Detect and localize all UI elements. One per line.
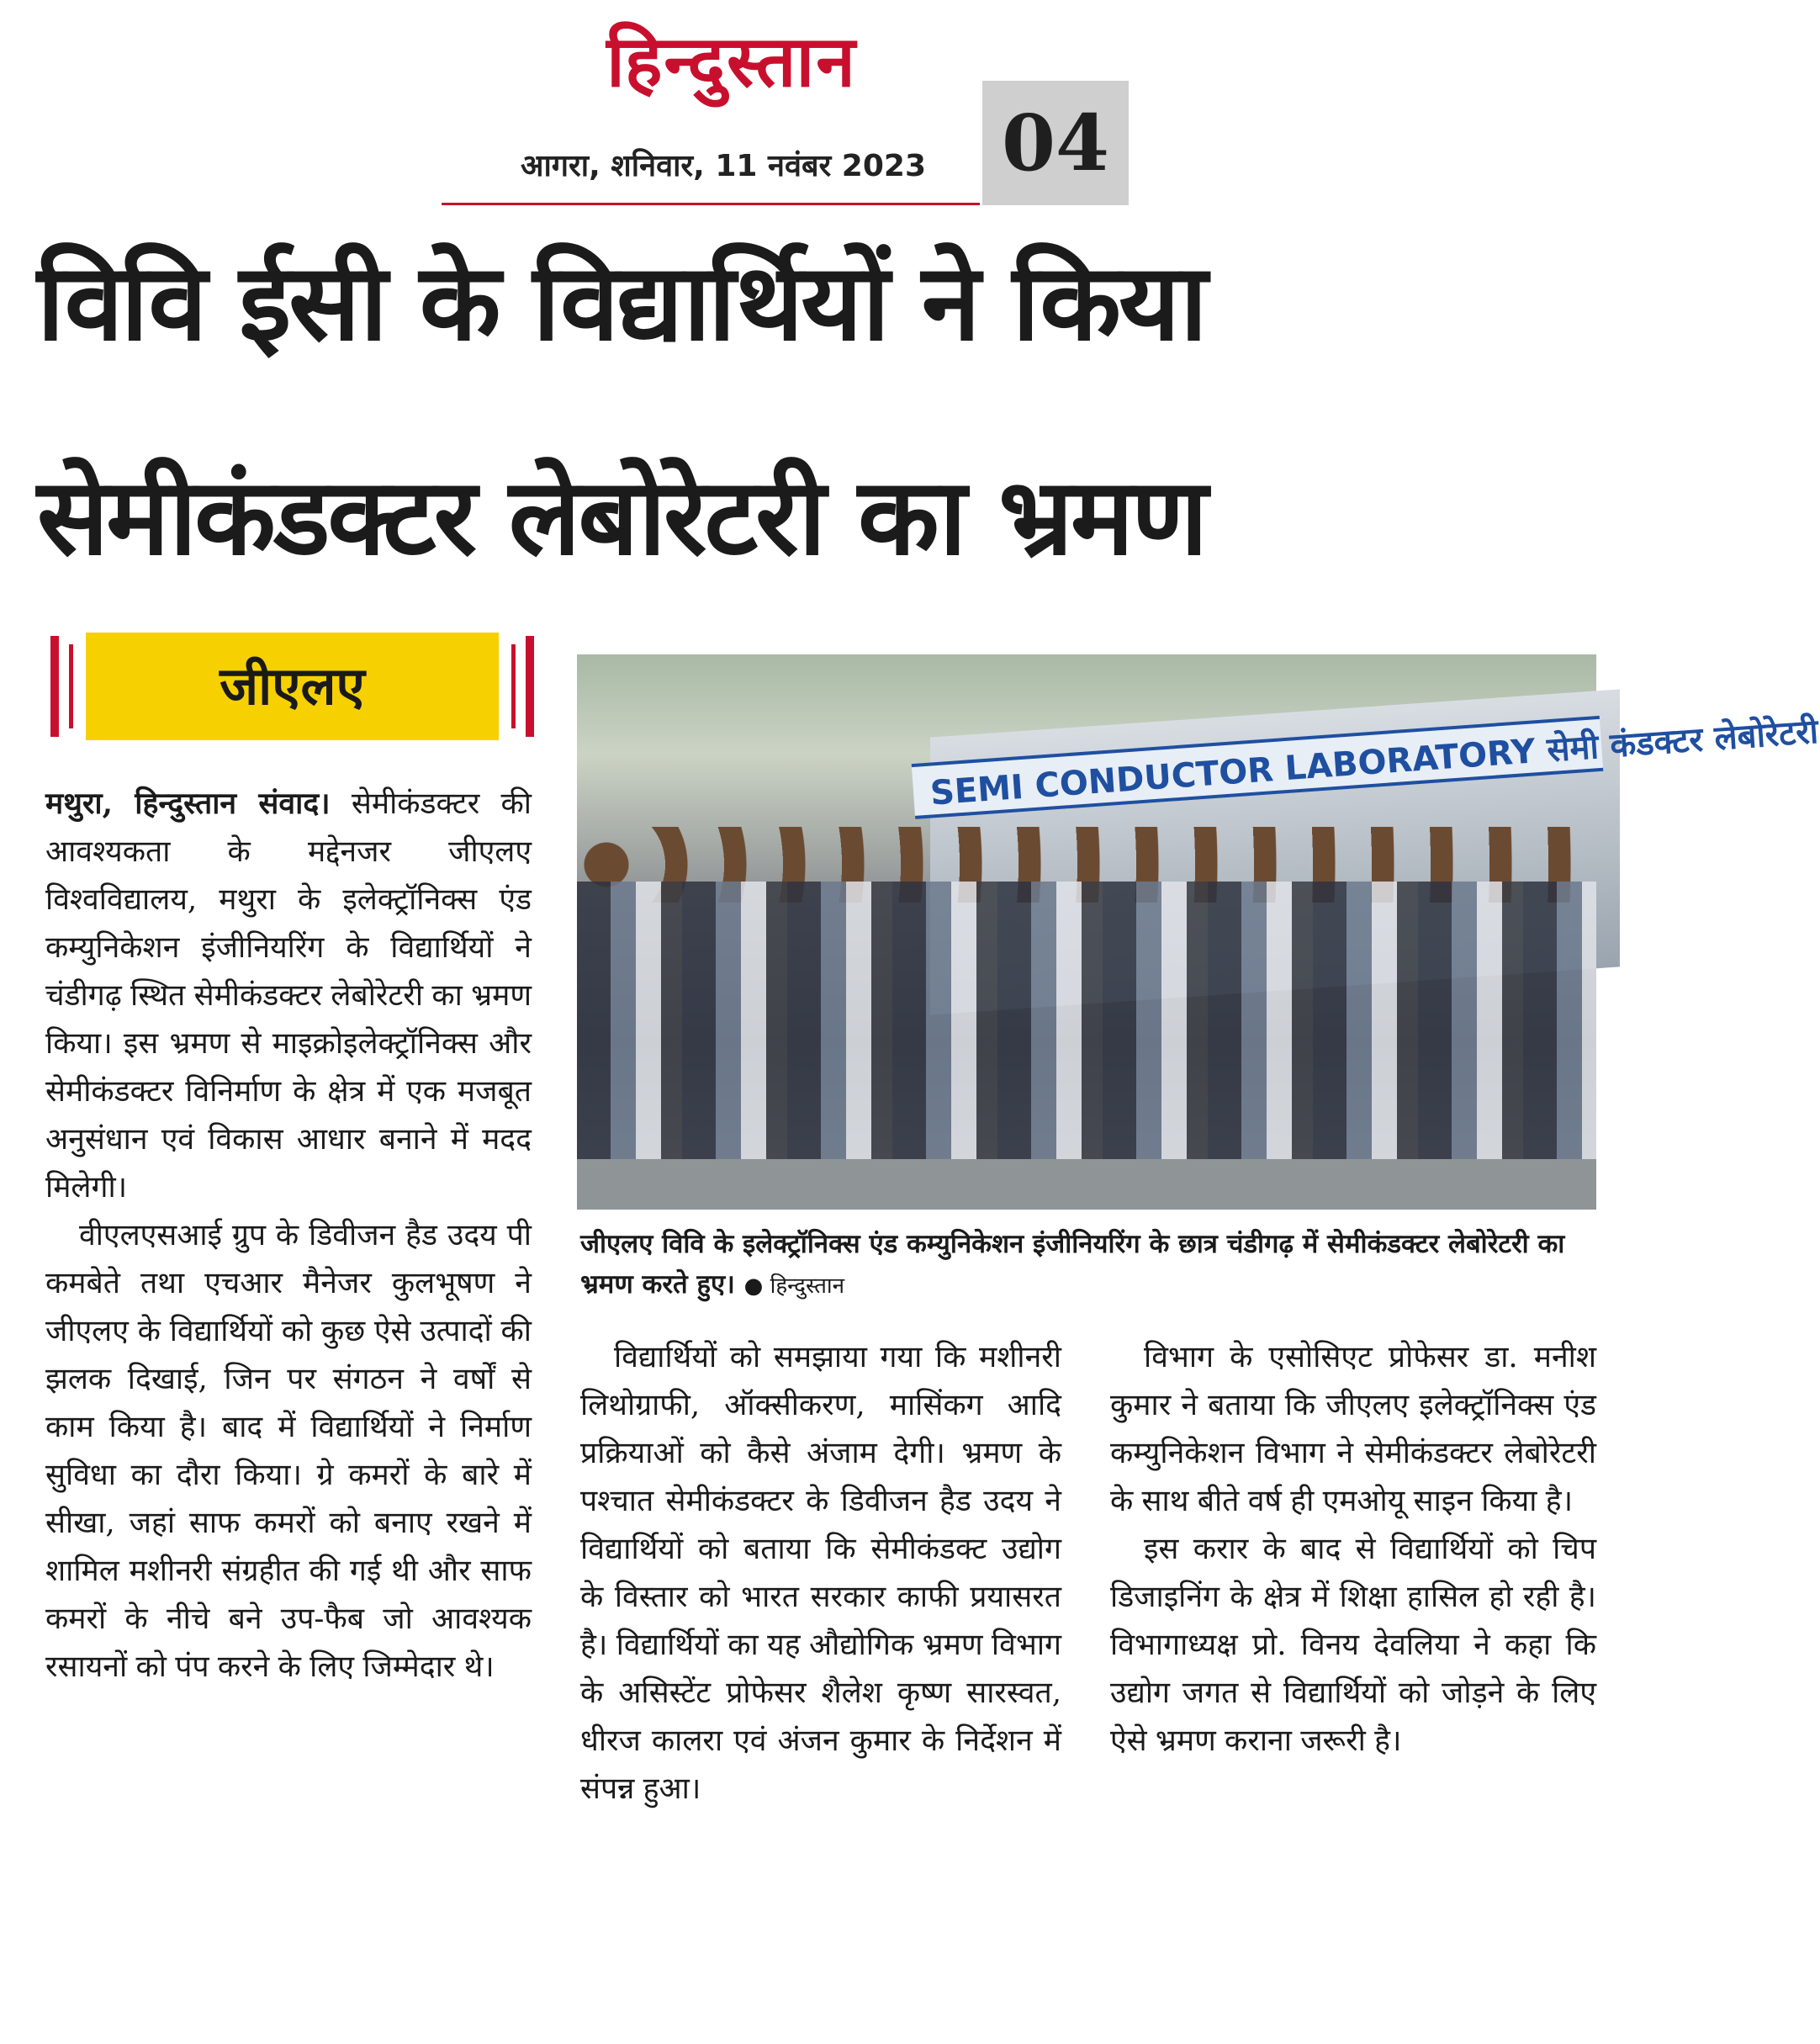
photo-caption: [580, 1224, 1590, 1308]
dateline: आगरा, शनिवार, 11 नवंबर 2023: [520, 149, 926, 183]
photo-ground: [577, 1159, 1596, 1210]
article-column-2: [580, 1333, 1061, 1813]
group-photo: [577, 654, 1820, 1210]
tag-bar-right-inner: [511, 644, 516, 728]
paragraph-3: विद्यार्थियों को समझाया गया कि मशीनरी लिथोग्राफी, ऑक्सीकरण, मासिंकग आदि प्रक्रियाओं को कैसे अंजाम देगी। भ्रमण के पश्चात सेमीकंडक्टर के डिवीजन हैड उदय ने विद्यार्थियों को बताया कि सेमीकंडक्ट उद्योग के विस्तार को भारत सरकार काफी प्रयासरत है। विद्यार्थियों का यह औद्योगिक भ्रमण विभाग के असिस्टेंट प्रोफेसर शैलेश कृष्ण सारस्वत, धीरज कालरा एवं अंजन कुमार के निर्देशन में संपन्न हुआ।: [580, 1340, 1061, 1806]
dateline-rule: [442, 203, 980, 205]
headline-line-2: सेमीकंडक्टर लेबोरेटरी का भ्रमण: [37, 455, 1206, 579]
page-number: 04: [982, 81, 1129, 205]
newspaper-masthead: हिन्दुस्तान: [606, 19, 857, 103]
photo-credit: ● हिन्दुस्तान: [743, 1274, 845, 1299]
paragraph-4: विभाग के एसोसिएट प्रोफेसर डा. मनीश कुमार ने बताया कि जीएलए इलेक्ट्रॉनिक्स एंड कम्युनिकेशन विभाग ने सेमीकंडक्टर लेबोरेटरी के साथ बीते वर्ष ही एमओयू साइन किया है।: [1110, 1340, 1596, 1518]
location-tag: [50, 633, 534, 740]
paragraph-5: इस करार के बाद से विद्यार्थियों को चिप डिजाइनिंग के क्षेत्र में शिक्षा हासिल हो रही है। विभागाध्यक्ष प्रो. विनय देवलिया ने कहा कि उद्योग जगत से विद्यार्थियों को जोड़ने के लिए ऐसे भ्रमण कराना जरूरी है।: [1110, 1532, 1596, 1758]
location-tag-label: जीएलए: [86, 633, 499, 740]
paragraph-2: वीएलएसआई ग्रुप के डिवीजन हैड उदय पी कमबेते तथा एचआर मैनेजर कुलभूषण ने जीएलए के विद्यार्थियों को कुछ ऐसे उत्पादों की झलक दिखाई, जिन पर संगठन ने वर्षों से काम किया है। बाद में विद्यार्थियों ने निर्माण सुविधा का दौरा किया। ग्रे कमरों के बारे में सीखा, जहां साफ कमरों को बनाए रखने में शामिल मशीनरी संग्रहीत की गई थी और साफ कमरों के नीचे बने उप-फैब जो आवश्यक रसायनों को पंप करने के लिए जिम्मेदार थे।: [45, 1218, 532, 1684]
caption-text: जीएलए विवि के इलेक्ट्रॉनिक्स एंड कम्युनिकेशन इंजीनियरिंग के छात्र चंडीगढ़ में सेमीकंडक्टर लेबोरेटरी का भ्रमण करते हुए।: [580, 1229, 1565, 1300]
byline: मथुरा, हिन्दुस्तान संवाद।: [45, 786, 331, 821]
paragraph-1: सेमीकंडक्टर की आवश्यकता के मद्देनजर जीएलए विश्वविद्यालय, मथुरा के इलेक्ट्रॉनिक्स एंड कम्युनिकेशन इंजीनियरिंग के विद्यार्थियों ने चंडीगढ़ स्थित सेमीकंडक्टर लेबोरेटरी का भ्रमण किया। इस भ्रमण से माइक्रोइलेक्ट्रॉनिक्स और सेमीकंडक्टर विनिर्माण के क्षेत्र में एक मजबूत अनुसंधान एवं विकास आधार बनाने में मदद मिलेगी।: [45, 786, 532, 1205]
tag-bar-left-inner: [69, 644, 73, 728]
tag-bar-right: [526, 636, 534, 737]
article-column-3: [1110, 1333, 1596, 1765]
tag-bar-left: [50, 636, 59, 737]
laboratory-sign: SEMI CONDUCTOR LABORATORY सेमी कंडक्टर लेबोरेटरी: [912, 716, 1604, 819]
article-column-1: [45, 780, 532, 1691]
headline-line-1: विवि ईसी के विद्यार्थियों ने किया: [37, 241, 1205, 364]
